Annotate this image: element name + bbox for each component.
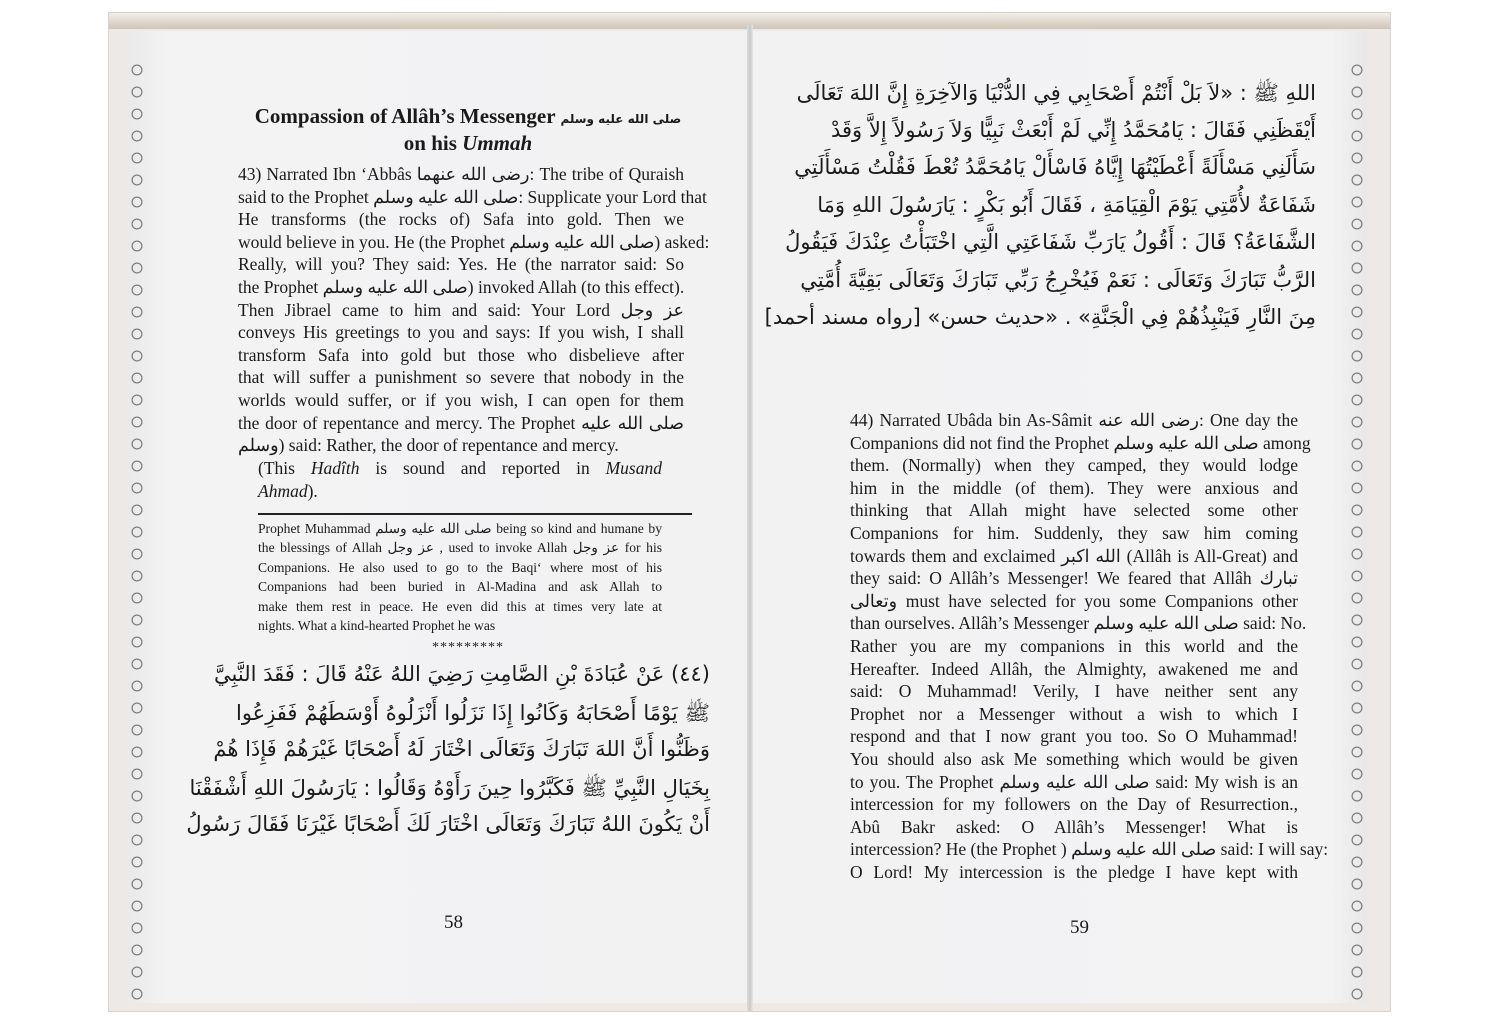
section-divider xyxy=(258,513,692,515)
text-line: He transforms (the rocks of) Safa into gold. Then we xyxy=(238,209,684,230)
text-line: worlds would suffer, or if you wish, I can open for them xyxy=(238,389,684,410)
note-line: make them rest in peace. He even did this at times very late at xyxy=(258,598,662,614)
source-line-1: (This Hadîth is sound and reported in Musand xyxy=(258,458,662,478)
text-line: 43) Narrated Ibn ‘Abbâs رضى الله عنهما: The tribe of Quraish xyxy=(238,164,685,184)
note-line: Prophet Muhammad صلى الله عليه وسلم being so kind and humane by xyxy=(258,521,662,536)
text-line: Then Jibrael came to him and said: Your Lord عز وجل xyxy=(238,299,684,320)
text-line: transform Safa into gold but those who disbelieve after xyxy=(238,344,684,365)
text-line: thinking that Allah might have selected some other xyxy=(850,500,1298,521)
arabic-line: الرَّبُّ تَبَارَكَ وَتَعَالَى : نَعَمْ فَيُخْرِجُ رَبِّي تَبَارَكَ وَتَعَالَى بَقِيَّةَ أُمَّتِي xyxy=(800,267,1316,292)
chapter-title xyxy=(238,104,698,155)
binding-stitch-left xyxy=(131,59,143,1009)
text-line: to you. The Prophet صلى الله عليه وسلم said: My wish is an xyxy=(850,771,1298,792)
note-line: the blessings of Allah عز وجل , used to invoke Allah عز وجل for his xyxy=(258,540,663,556)
text-line: said to the Prophet صلى الله عليه وسلم: Supplicate your Lord that xyxy=(238,186,707,207)
text-line: they said: O Allâh’s Messenger! We feared that Allâh تبارك xyxy=(850,568,1298,589)
text-line: Companions did not find the Prophet صلى الله عليه وسلم among xyxy=(850,432,1311,453)
text-line: intercession for my followers on the Day of Resurrection., xyxy=(850,794,1298,815)
arabic-line: وَظَنُّوا أَنَّ اللهَ تَبَارَكَ وَتَعَالَى اخْتَارَ لَهُ أَصْحَابًا غَيْرَهُمْ فَإِذَا هُمْ xyxy=(213,737,710,761)
text-line: them. (Normally) when they camped, they would lodge xyxy=(850,455,1298,476)
text-line: conveys His greetings to you and says: If you wish, I shall xyxy=(238,322,684,343)
text-line: Rather you are my companions in this world and the xyxy=(850,635,1298,656)
hadith-43-source xyxy=(258,457,662,502)
text-line: than ourselves. Allâh’s Messenger صلى الله عليه وسلم said: No. xyxy=(850,613,1307,634)
arabic-line: بِخَيَالِ النَّبِيِّ ﷺ فَكَبَّرُوا حِينَ رَأَوْهُ وَقَالُوا : يَارَسُولَ اللهِ أَشْفَقْنَا xyxy=(189,775,710,800)
text-line: the Prophet صلى الله عليه وسلم) invoked Allah (to this effect). xyxy=(238,276,685,297)
hadith-44-english xyxy=(850,409,1329,883)
chapter-title-line1: Compassion of Allâh’s Messenger xyxy=(254,104,556,128)
text-line: وتعالى must have selected for you some Companions other xyxy=(850,590,1298,611)
arabic-line: اللهِ ﷺ : «لاَ بَلْ أَنْتُمْ أَصْحَابِي فِي الدُّنْيَا وَالآخِرَةِ إِنَّ اللهَ تَعَالَى xyxy=(796,81,1316,105)
chapter-title-line2: on his xyxy=(403,131,463,155)
note-line: nights. What a kind-hearted Prophet he was xyxy=(258,617,496,633)
text-line: Really, will you? They said: Yes. He (the narrator said: So xyxy=(238,254,684,275)
asterisk-separator: ********* xyxy=(432,640,504,655)
text-line: You should also ask Me something which would be given xyxy=(850,748,1298,769)
text-line: respond and that I now grant you too. So O Muhammad! xyxy=(850,726,1298,747)
text-line: that will suffer a punishment so severe that nobody in the xyxy=(238,367,684,388)
text-line: O Lord! My intercession is the pledge I have kept with xyxy=(850,861,1298,882)
page-number-left: 58 xyxy=(444,912,463,933)
text-line: said: O Muhammad! Verily, I have neither sent any xyxy=(850,681,1298,702)
text-line: وسلم) said: Rather, the door of repentance and mercy. xyxy=(238,435,619,456)
arabic-line: ﷺ يَوْمًا أَصْحَابَهُ وَكَانُوا إِذَا نَزَلُوا أَنْزَلُوهُ أَوْسَطَهُمْ فَفَزِعُوا xyxy=(236,700,710,725)
chapter-title-italic: Ummah xyxy=(462,131,533,155)
note-line: Companions. He also used to go to the Baqi‘ where most of his xyxy=(258,559,662,575)
text-line: Hereafter. Indeed Allâh, the Almighty, awakened me and xyxy=(850,658,1298,679)
text-line: would believe in you. He (the Prophet صلى الله عليه وسلم) asked: xyxy=(238,231,710,252)
arabic-line: أَنْ يَكُونَ اللهُ تَبَارَكَ وَتَعَالَى اخْتَارَ لَكَ أَصْحَابًا غَيْرَنَا فَقَالَ رَسُولُ xyxy=(186,812,710,836)
arabic-line: أَيْقَظَنِي فَقَالَ : يَامُحَمَّدُ إِنِّي لَمْ أَبْعَثْ نَبِيًّا وَلاَ رَسُولاً إِلاَّ وَقَدْ xyxy=(831,117,1316,142)
hadith-44-arabic-left xyxy=(186,662,710,850)
binding-stitch-right xyxy=(1351,59,1363,1009)
arabic-line: سَأَلَنِي مَسْأَلَةً أَعْطَيْتُهَا إِيَّاهُ فَاسْأَلْ يَامُحَمَّدُ تُعْطَ فَقُلْتُ مَسْأَلَتِي xyxy=(794,155,1316,179)
text-line: intercession? He (the Prophet ) صلى الله عليه وسلم said: I will say: xyxy=(850,839,1329,860)
text-line: the door of repentance and mercy. The Prophet صلى الله عليه xyxy=(238,412,684,433)
text-line: 44) Narrated Ubâda bin As-Sâmit رضى الله عنه: One day the xyxy=(850,410,1299,430)
text-line: Prophet nor a Messenger without a wish to which I xyxy=(850,703,1298,724)
arabic-line: الشَّفَاعَةُ؟ قَالَ : أَقُولُ يَارَبِّ شَفَاعَتِي الَّتِي اخْتَبَأْتُ عِنْدَكَ فَيَقُولُ xyxy=(785,230,1316,254)
page-number-right: 59 xyxy=(1070,917,1089,938)
honorific: صلى الله عليه وسلم xyxy=(560,112,682,126)
hadith-43-english xyxy=(238,163,710,457)
arabic-line: شَفَاعَةٌ لأُمَّتِي يَوْمَ الْقِيَامَةِ ، فَقَالَ أَبُو بَكْرٍ : يَارَسُولَ اللهِ وَمَا xyxy=(817,192,1316,217)
text-line: him in the middle (of them). They were anxious and xyxy=(850,477,1298,498)
arabic-line: مِنَ النَّارِ فَيَنْبِذُهُمْ فِي الْجَنَّةِ» . «حديث حسن» [رواه مسند أحمد] xyxy=(764,305,1316,329)
note-line: Companions had been buried in Al-Madina and ask Allah to xyxy=(258,579,662,595)
text-line: Abû Bakr asked: O Allâh’s Messenger! What is xyxy=(850,816,1298,837)
text-line: towards them and exclaimed الله اكبر (Allâh is All-Great) and xyxy=(850,545,1299,566)
hadith-44-arabic-right xyxy=(764,80,1316,343)
arabic-line: (٤٤) عَنْ عُبَادَةَ بْنِ الصَّامِتِ رَضِيَ اللهُ عَنْهُ قَالَ : فَقَدَ النَّبِيَّ xyxy=(214,662,710,686)
commentary-note xyxy=(258,519,662,635)
source-line-2: Ahmad). xyxy=(258,480,318,501)
text-line: Companions for him. Suddenly, they saw him coming xyxy=(850,522,1298,543)
